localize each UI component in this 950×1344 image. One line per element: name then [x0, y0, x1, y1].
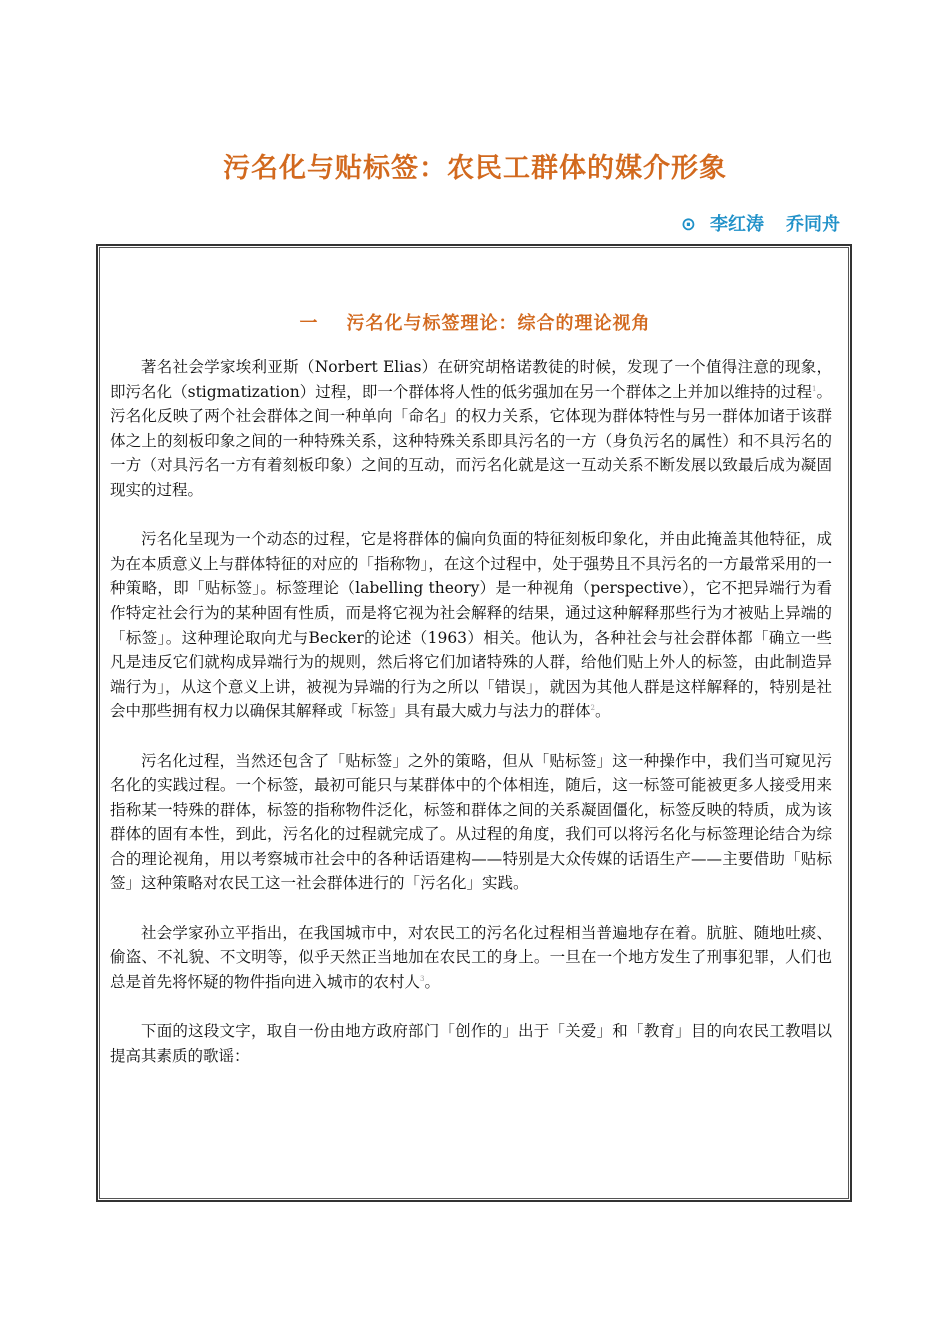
footnote-ref[interactable]: 2 — [590, 704, 595, 713]
paragraph — [110, 921, 832, 995]
paragraph — [110, 527, 832, 724]
section-number: 一 — [299, 313, 319, 334]
footnote-ref[interactable]: 1 — [811, 384, 817, 393]
paragraph-text-cont: 。 — [594, 702, 611, 721]
body-text — [110, 355, 832, 1093]
footnote-ref[interactable]: 3 — [420, 974, 425, 983]
author-name-2: 乔同舟 — [786, 214, 840, 235]
section-title: 污名化与标签理论：综合的理论视角 — [346, 313, 651, 334]
paragraph-text-cont: 。污名化反映了两个社会群体之间一种单向「命名」的权力关系，它体现为群体特性与另一群体加诸于该群体之上的刻板印象之间的一种特殊关系，这种特殊关系即具污名的一方（身负污名的属性）和不具污名的一方（对具污名一方有着刻板印象）之间的互动，而污名化就是这一互动关系不断发展以致最后成为凝固现实的过程。 — [110, 382, 832, 499]
paragraph — [110, 749, 832, 897]
article-title: 污名化与贴标签：农民工群体的媒介形象 — [223, 153, 727, 184]
author-line — [681, 210, 840, 236]
paragraph — [110, 355, 832, 503]
paragraph — [110, 1019, 832, 1068]
paragraph-text: 污名化过程，当然还包含了「贴标签」之外的策略，但从「贴标签」这一种操作中，我们当可窥见污名化的实践过程。一个标签，最初可能只与某群体中的个体相连，随后，这一标签可能被更多人接受用来指称某一特殊的群体，标签的指称物件泛化，标签和群体之间的关系凝固僵化，标签反映的特质，成为该群体的固有本性，到此，污名化的过程就完成了。从过程的角度，我们可以将污名化与标签理论结合为综合的理论视角，用以考察城市社会中的各种话语建构——特别是大众传媒的话语生产——主要借助「贴标签」这种策略对农民工这一社会群体进行的「污名化」实践。 — [110, 751, 832, 893]
paragraph-text: 社会学家孙立平指出，在我国城市中，对农民工的污名化过程相当普遍地存在着。肮脏、随地吐痰、偷盗、不礼貌、不文明等，似乎天然正当地加在农民工的身上。一旦在一个地方发生了刑事犯罪，人们也总是首先将怀疑的物件指向进入城市的农村人 — [110, 923, 832, 991]
paragraph-text: 污名化呈现为一个动态的过程，它是将群体的偏向负面的特征刻板印象化，并由此掩盖其他特征，成为在本质意义上与群体特征的对应的「指称物」，在这个过程中，处于强势且不具污名的一方最常采用的一种策略，即「贴标签」。标签理论（labelling theory）是一种视角（perspective），它不把异端行为看作特定社会行为的某种固有性质，而是将它视为社会解释的结果，通过这种解释那些行为才被贴上异端的「标签」。这种理论取向尤与Becker的论述（1963）相关。他认为，各种社会与社会群体都「确立一些凡是违反它们就构成异端行为的规则，然后将它们加诸特殊的人群，给他们贴上外人的标签，由此制造异端行为」，从这个意义上讲，被视为异端的行为之所以「错误」，就因为其他人群是这样解释的，特别是社会中那些拥有权力以确保其解释或「标签」具有最大威力与法力的群体 — [110, 530, 832, 721]
paragraph-text-cont: 。 — [424, 972, 440, 991]
section-heading — [0, 309, 950, 335]
author-name-1: 李红涛 — [710, 214, 764, 235]
paragraph-text: 著名社会学家埃利亚斯（Norbert Elias）在研究胡格诺教徒的时候，发现了一个值得注意的现象，即污名化（stigmatization）过程，即一个群体将人性的低劣强加在另一个群体之上并加以维持的过程 — [110, 358, 832, 401]
paragraph-text: 下面的这段文字，取自一份由地方政府部门「创作的」出于「关爱」和「教育」目的向农民工教唱以提高其素质的歌谣： — [110, 1022, 832, 1065]
author-bullet-icon: ⊙ — [680, 214, 696, 235]
